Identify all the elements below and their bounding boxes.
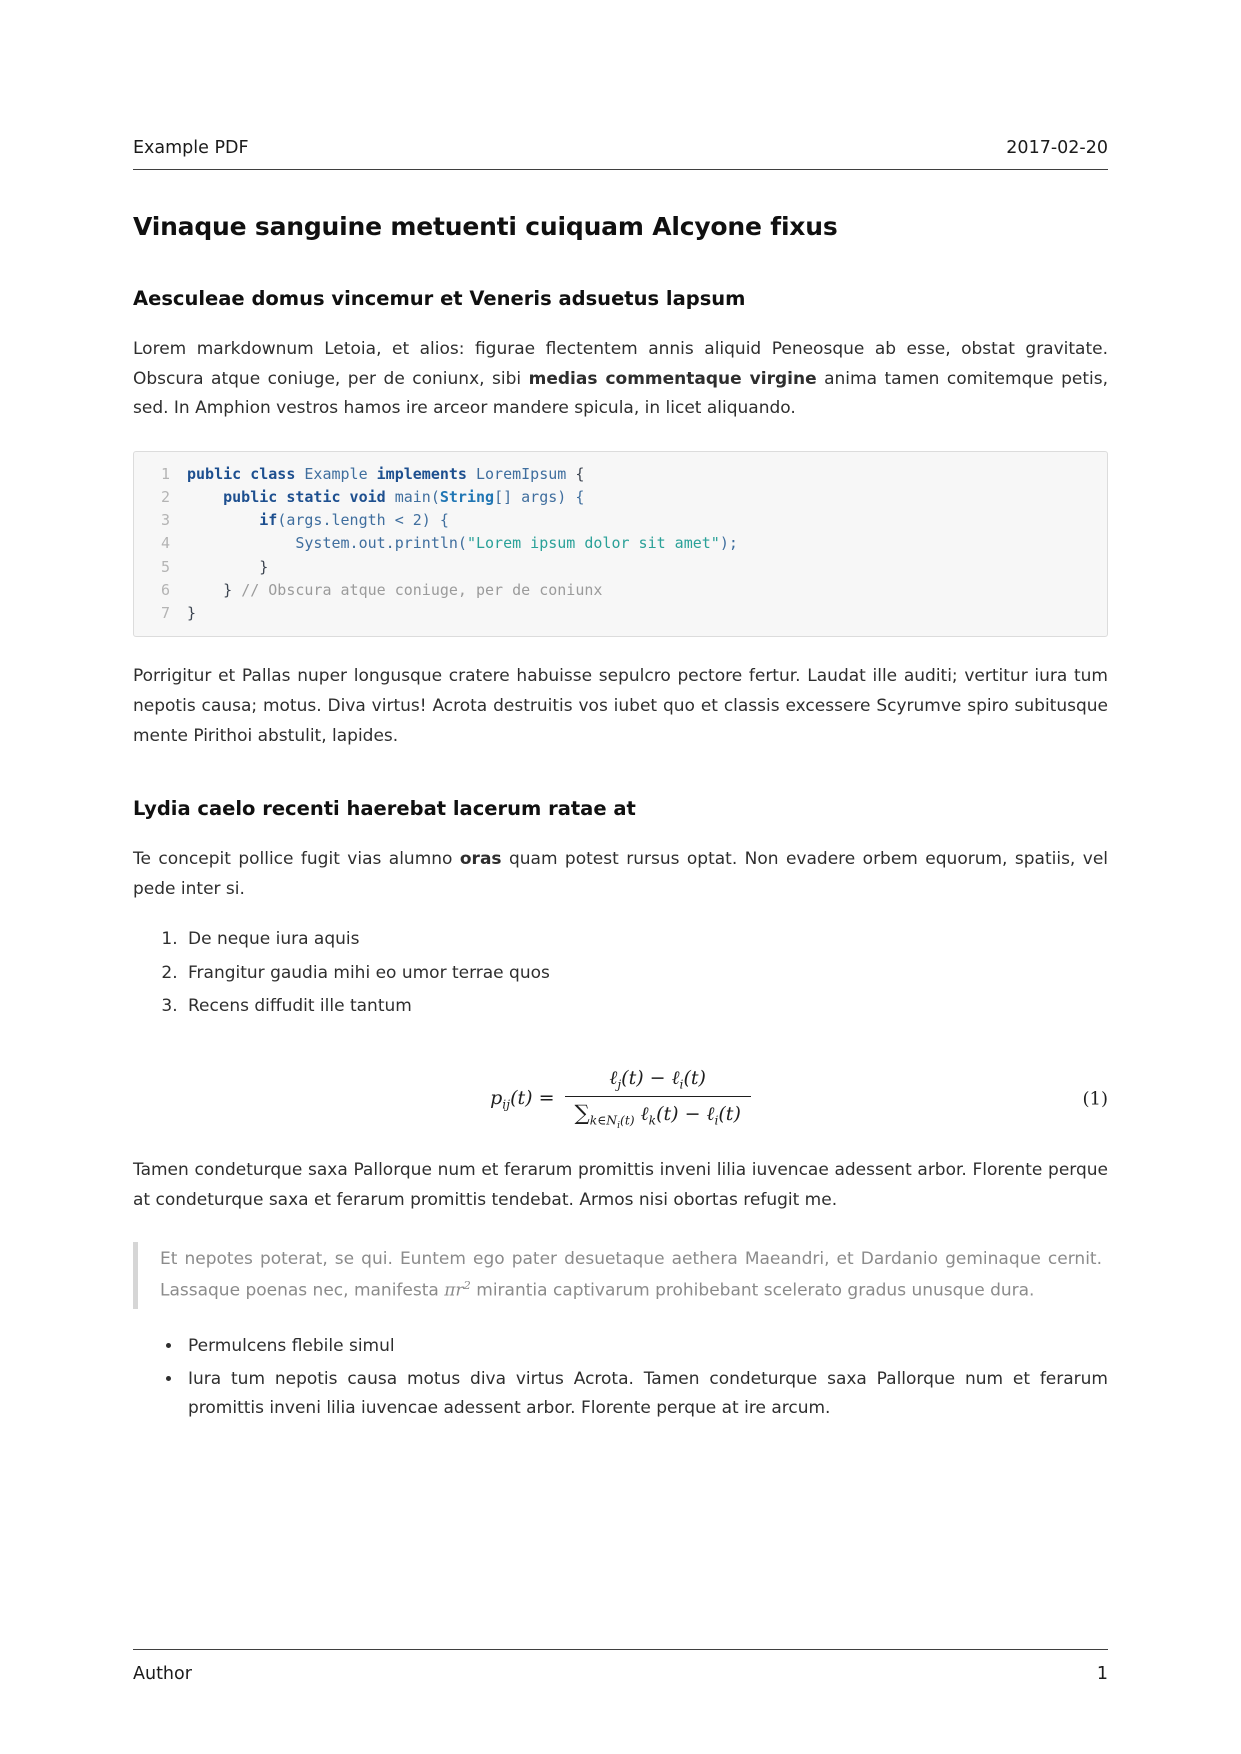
code-line: 6 } // Obscura atque coniuge, per de coniunx xyxy=(134,579,1093,602)
code-line: 5 } xyxy=(134,556,1093,579)
header-title: Example PDF xyxy=(133,138,249,158)
bullet-list xyxy=(133,1332,1108,1424)
code-line-number: 1 xyxy=(160,464,170,483)
equation-math xyxy=(490,1067,751,1131)
equation-fraction xyxy=(565,1067,751,1131)
text-run: Te concepit pollice fugit vias alumno xyxy=(133,849,460,870)
equation-denominator: $\sum_{k\in Ni(t)}$ ℓ$_k$(t) − ℓ$_i$(t) xyxy=(565,1096,751,1131)
document-title: Vinaque sanguine metuenti cuiquam Alcyone fixus xyxy=(133,212,838,241)
text-run: Et nepotes poterat, se qui. Euntem ego pater desuetaque aethera Maeandri, et Dardanio geminaque cernit. Lassaque poenas nec, manifesta xyxy=(160,1249,1102,1301)
code-line: 7 } xyxy=(134,602,1093,625)
code-block xyxy=(133,451,1108,638)
inline-math: πr xyxy=(444,1280,464,1301)
page-header xyxy=(133,138,1108,170)
list-item: 2. Frangitur gaudia mihi eo umor terrae quos xyxy=(183,959,1108,988)
text-run: anima tamen comitemque petis, sed. In Amphion vestros hamos ire arceor mandere spicula, in licet aliquando. xyxy=(133,368,1108,419)
code-line-number: 6 xyxy=(160,580,170,599)
equation xyxy=(133,1067,1108,1131)
paragraph-intro xyxy=(133,335,1108,424)
equation-number: (1) xyxy=(1082,1088,1108,1110)
page-body xyxy=(133,170,1108,1649)
section-heading-1: Aesculeae domus vincemur et Veneris adsuetus lapsum xyxy=(133,287,746,310)
ordered-list xyxy=(133,925,1108,1021)
equation-lhs: $p_{ij}(t)$ = xyxy=(490,1086,555,1112)
code-line-number: 2 xyxy=(160,487,170,506)
header-date: 2017-02-20 xyxy=(1006,138,1108,158)
section-heading-2: Lydia caelo recenti haerebat lacerum ratae at xyxy=(133,797,636,821)
code-line: 1 public class Example implements LoremIpsum { xyxy=(134,463,1093,486)
bold-text-run: oras xyxy=(459,849,502,870)
text-run: Lorem markdownum Letoia, et alios: figurae flectentem annis aliquid Peneosque ab esse, obstat gravitate. Obscura atque coniuge, per de coniunx, sibi xyxy=(133,339,1108,389)
paragraph-after-code: Porrigitur et Pallas nuper longusque cratere habuisse sepulcro pectore fertur. Laudat ille auditi; vertitur iura tum nepotis causa; motus. Diva virtus! Acrota destruitis vos iubet quo et classis excessere Scyrumve spiro subitusque mente Pirithoi abstulit, lapides. xyxy=(133,666,1108,746)
code-line-number: 5 xyxy=(160,557,170,576)
equation-numerator: ℓ$_j$(t) − ℓ$_i$(t) xyxy=(609,1067,706,1092)
paragraph-te-concepit xyxy=(133,845,1108,904)
inline-math-superscript: 2 xyxy=(463,1277,471,1292)
code-line: 2 public static void main(String[] args) { xyxy=(134,486,1093,509)
blockquote xyxy=(133,1242,1108,1309)
list-item: • Permulcens flebile simul xyxy=(183,1332,1108,1361)
code-line-number: 4 xyxy=(160,534,170,553)
paragraph-tamen: Tamen condeturque saxa Pallorque num et ferarum promittis inveni lilia iuvencae adessent arbor. Florente perque at condeturque saxa et ferarum promittis tendebat. Armos nisi obortas refugit me. xyxy=(133,1159,1108,1210)
code-line-number: 7 xyxy=(160,604,170,623)
list-item: 3. Recens diffudit ille tantum xyxy=(183,992,1108,1021)
footer-page-number: 1 xyxy=(1096,1664,1108,1684)
footer-author: Author xyxy=(133,1664,192,1684)
code-line: 3 if(args.length < 2) { xyxy=(134,509,1093,532)
text-run: mirantia captivarum prohibebant scelerato gradus unusque dura. xyxy=(470,1280,1035,1301)
list-item: • Iura tum nepotis causa motus diva virtus Acrota. Tamen condeturque saxa Pallorque num et ferarum promittis inveni lilia iuvencae adessent arbor. Florente perque at ire arcum. xyxy=(183,1365,1108,1423)
list-item: 1. De neque iura aquis xyxy=(183,925,1108,954)
code-line: 4 System.out.println("Lorem ipsum dolor sit amet"); xyxy=(134,532,1093,555)
page-footer xyxy=(133,1649,1108,1684)
text-run: quam potest rursus optat. Non evadere orbem equorum, spatiis, vel pede inter si. xyxy=(133,849,1108,899)
bold-text-run: medias commentaque virgine xyxy=(528,368,817,389)
code-line-number: 3 xyxy=(160,511,170,530)
